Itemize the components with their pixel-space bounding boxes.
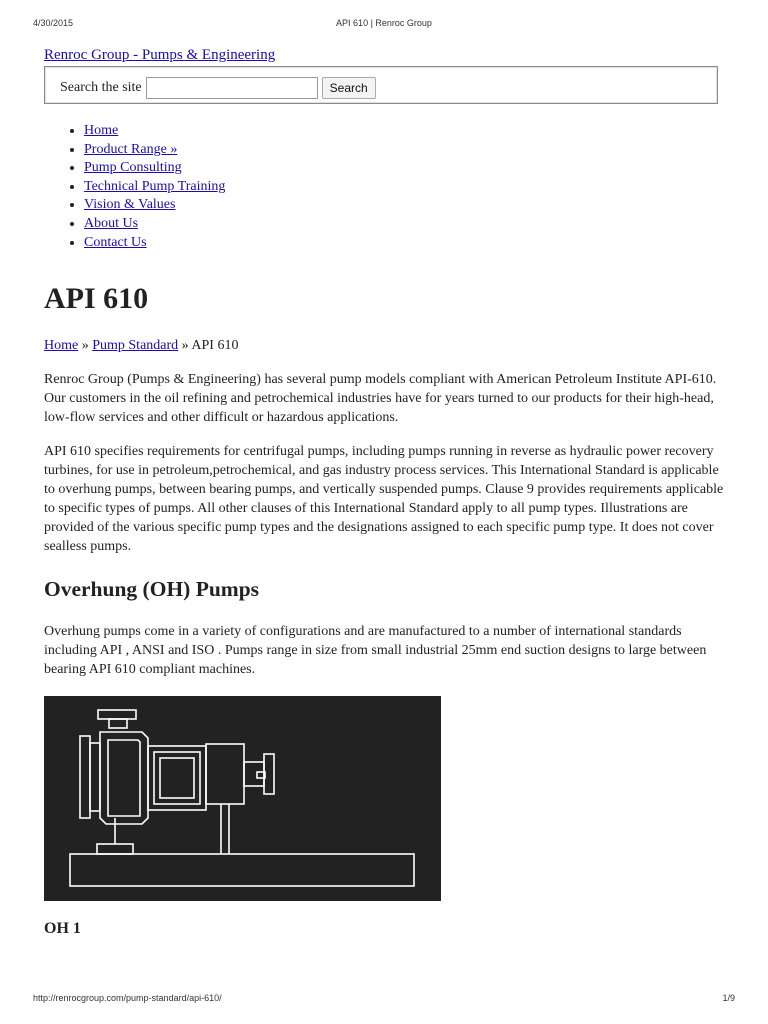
nav-link-product-range[interactable]: Product Range » [84,141,178,157]
nav-link-contact-us[interactable]: Contact Us [84,234,147,250]
search-form [44,66,718,104]
nav-item-product-range [84,141,728,160]
nav-item-vision-values [84,196,728,215]
nav-link-about-us[interactable]: About Us [84,215,139,231]
page-content [44,46,728,939]
oh1-pump-diagram [44,696,441,901]
print-title: API 610 | Renroc Group [336,18,432,28]
figure-caption: OH 1 [44,920,81,938]
nav-item-contact-us [84,234,728,253]
print-page-count: 1/9 [722,993,735,1003]
page-title: API 610 [44,282,149,316]
diagram-background [44,696,441,901]
nav-item-home [84,122,728,141]
intro-paragraph: Renroc Group (Pumps & Engineering) has several pump models compliant with American Petroleum Institute API-610. Our customers in the oil refining and petrochemical industries have for years turned to our products for their high-head, low-flow services and other difficult or hazardous applications. [44,372,717,426]
nav-link-home[interactable]: Home [84,123,119,138]
nav-link-vision-values[interactable]: Vision & Values [84,197,176,213]
nav-item-pump-consulting [84,159,728,178]
search-input[interactable] [146,77,318,99]
search-label: Search the site [60,80,142,95]
print-url: http://renrocgroup.com/pump-standard/api-610/ [33,993,222,1003]
breadcrumb-separator: » [78,338,93,354]
print-date: 4/30/2015 [33,18,74,28]
nav-link-technical-pump-training[interactable]: Technical Pump Training [84,178,226,194]
breadcrumb [44,337,728,355]
site-title-link[interactable]: Renroc Group - Pumps & Engineering [44,47,276,63]
section-heading: Overhung (OH) Pumps [44,577,260,602]
breadcrumb-separator: » [178,338,192,354]
main-nav [44,122,728,252]
section-paragraph: Overhung pumps come in a variety of configurations and are manufactured to a number of international standards including API , ANSI and ISO . Pumps range in size from small industrial 25mm end suction designs to large between bearing API 610 compliant machines. [44,624,707,678]
breadcrumb-current: API 610 [191,338,239,354]
breadcrumb-home[interactable]: Home [44,338,79,354]
search-button[interactable]: Search [322,77,376,99]
nav-link-pump-consulting[interactable]: Pump Consulting [84,160,182,176]
spec-paragraph: API 610 specifies requirements for centrifugal pumps, including pumps running in reverse as hydraulic power recovery turbines, for use in petroleum,petrochemical, and gas industry process services. This International Standard is applicable to overhung pumps, between bearing pumps, and vertically suspended pumps. Clause 9 provides requirements applicable to specific types of pumps. All other clauses of this International Standard apply to all pump types. Illustrations are provided of the various specific pump types and the designations assigned to each specific pump type. It does not cover sealless pumps. [44,444,724,555]
breadcrumb-pump-standard[interactable]: Pump Standard [92,338,179,354]
nav-item-technical-pump-training [84,178,728,197]
nav-item-about-us [84,215,728,234]
